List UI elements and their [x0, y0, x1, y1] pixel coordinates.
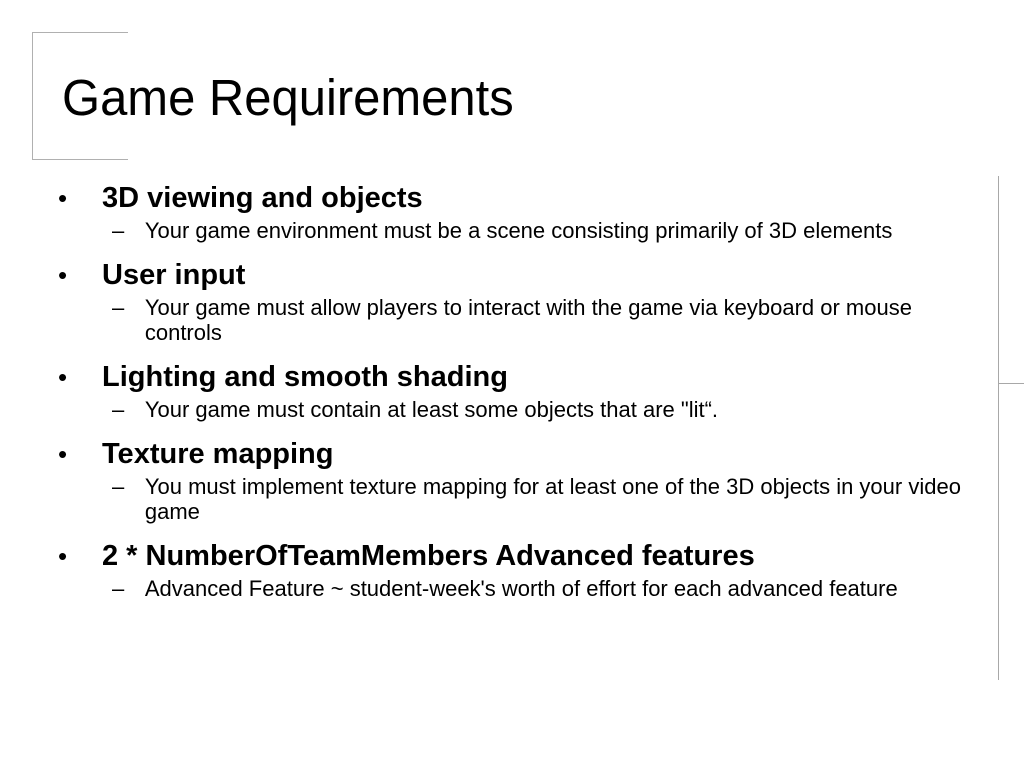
bullet-row	[56, 255, 961, 295]
sub-bullet-dash: –	[112, 576, 125, 601]
sub-bullet-text: Your game environment must be a scene consisting primarily of 3D elements	[144, 218, 893, 243]
right-horizontal-tick	[998, 383, 1024, 384]
bullet-item	[56, 255, 961, 345]
sub-bullet-text: Your game must contain at least some objects that are "lit“.	[144, 397, 719, 422]
sub-bullet-dash: –	[112, 474, 125, 499]
bullet-row	[56, 357, 961, 397]
title-frame-top-border	[32, 32, 128, 33]
slide-title: Game Requirements	[62, 69, 514, 126]
sub-bullet-row	[112, 218, 961, 243]
bullet-row	[56, 178, 961, 218]
bullet-item	[56, 178, 961, 243]
bullet-dot: •	[58, 362, 68, 392]
sub-bullet-row	[112, 295, 961, 345]
bullet-heading: 2 * NumberOfTeamMembers Advanced features	[102, 540, 755, 572]
sub-bullet-row	[112, 576, 961, 601]
bullet-heading: User input	[102, 259, 246, 291]
bullet-dot: •	[58, 439, 68, 469]
sub-bullet-text: Your game must allow players to interact with the game via keyboard or mouse controls	[144, 295, 912, 345]
right-vertical-rule	[998, 176, 999, 680]
sub-bullet-text: Advanced Feature ~ student-week's worth of effort for each advanced feature	[144, 576, 898, 601]
sub-bullet-text: You must implement texture mapping for at least one of the 3D objects in your video game	[144, 474, 961, 524]
sub-bullet-dash: –	[112, 397, 125, 422]
sub-bullet-dash: –	[112, 218, 125, 243]
bullet-row	[56, 536, 961, 576]
bullet-row	[56, 434, 961, 474]
bullet-dot: •	[58, 541, 68, 571]
bullet-dot: •	[58, 183, 68, 213]
bullet-heading: 3D viewing and objects	[102, 182, 423, 214]
bullet-list	[56, 178, 961, 613]
bullet-item	[56, 357, 961, 422]
sub-bullet-row	[112, 474, 961, 524]
bullet-heading: Texture mapping	[102, 438, 334, 470]
sub-bullet-dash: –	[112, 295, 125, 320]
title-frame-left-border	[32, 32, 33, 160]
bullet-item	[56, 536, 961, 601]
bullet-heading: Lighting and smooth shading	[102, 361, 508, 393]
bullet-item	[56, 434, 961, 524]
sub-bullet-row	[112, 397, 961, 422]
title-frame-bottom-border	[32, 159, 128, 160]
bullet-dot: •	[58, 260, 68, 290]
